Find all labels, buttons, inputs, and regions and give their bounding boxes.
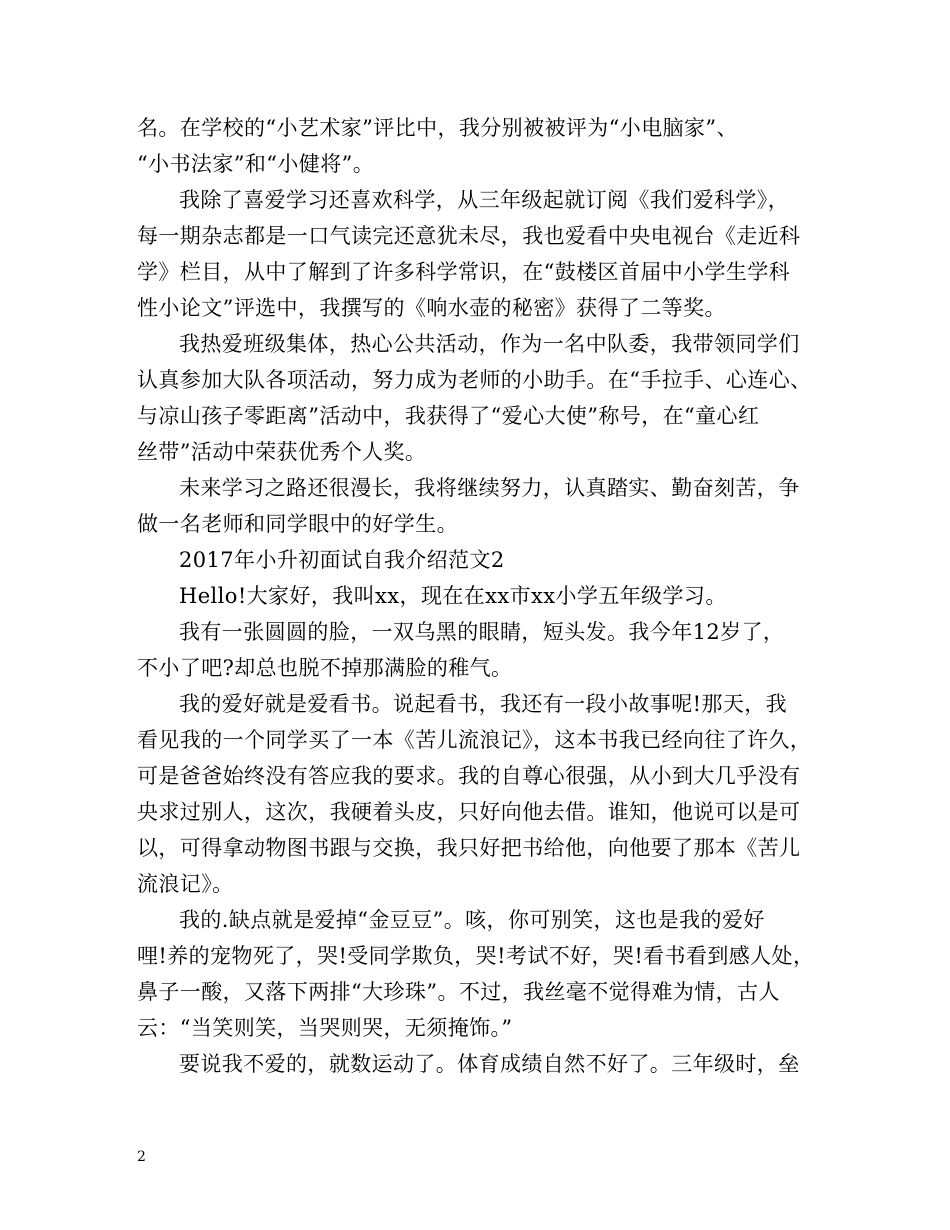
text-line: 不小了吧?却总也脱不掉那满脸的稚气。 (137, 656, 513, 680)
text-line: 要说我不爱的，就数运动了。体育成绩自然不好了。三年级时，垒 (179, 1052, 800, 1076)
page-number: 2 (137, 1149, 146, 1165)
text-line: 与凉山孩子零距离”活动中，我获得了“爱心大使”称号，在“童心红 (137, 404, 760, 428)
text-line: 哩!养的宠物死了，哭!受同学欺负，哭!考试不好，哭!看书看到感人处， (137, 944, 815, 968)
text-line: 我有一张圆圆的脸，一双乌黑的眼睛，短头发。我今年12岁了， (179, 620, 785, 644)
text-line: 性小论文”评选中，我撰写的《响水壶的秘密》获得了二等奖。 (137, 296, 726, 320)
text-line: 我的.缺点就是爱掉“金豆豆”。咳，你可别笑，这也是我的爱好 (179, 908, 765, 932)
text-line: 每一期杂志都是一口气读完还意犹未尽，我也爱看中央电视台《走近科 (137, 224, 801, 248)
text-line: 名。在学校的“小艺术家”评比中，我分别被被评为“小电脑家”、 (137, 116, 738, 140)
text-line: 做一名老师和同学眼中的好学生。 (137, 512, 458, 536)
text-line: 认真参加大队各项活动，努力成为老师的小助手。在“手拉手、心连心、 (137, 368, 812, 392)
section-heading: 2017年小升初面试自我介绍范文2 (179, 548, 505, 572)
text-line: 以，可得拿动物图书跟与交换，我只好把书给他，向他要了那本《苦儿 (137, 836, 801, 860)
text-line: 我的爱好就是爱看书。说起看书，我还有一段小故事呢!那天，我 (179, 692, 788, 716)
text-line: 流浪记》。 (137, 872, 234, 896)
text-line: 云：“当笑则笑，当哭则哭，无须掩饰。” (137, 1016, 513, 1040)
text-line: 我热爱班级集体，热心公共活动，作为一名中队委，我带领同学们 (179, 332, 800, 356)
text-line: 央求过别人，这次，我硬着头皮，只好向他去借。谁知，他说可以是可 (137, 800, 801, 824)
text-line: “小书法家”和“小健将”。 (137, 152, 375, 176)
text-line: Hello!大家好，我叫xx，现在在xx市xx小学五年级学习。 (179, 584, 727, 608)
text-line: 学》栏目，从中了解到了许多科学常识，在“鼓楼区首届中小学生学科 (137, 260, 791, 284)
text-line: 我除了喜爱学习还喜欢科学，从三年级起就订阅《我们爱科学》， (179, 188, 790, 212)
text-line: 未来学习之路还很漫长，我将继续努力，认真踏实、勤奋刻苦，争 (179, 476, 800, 500)
text-line: 丝带”活动中荣获优秀个人奖。 (137, 440, 427, 464)
text-line: 可是爸爸始终没有答应我的要求。我的自尊心很强，从小到大几乎没有 (137, 764, 801, 788)
text-line: 鼻子一酸，又落下两排“大珍珠”。不过，我丝毫不觉得难为情，古人 (137, 980, 780, 1004)
text-line: 看见我的一个同学买了一本《苦儿流浪记》，这本书我已经向往了许久， (137, 728, 812, 752)
